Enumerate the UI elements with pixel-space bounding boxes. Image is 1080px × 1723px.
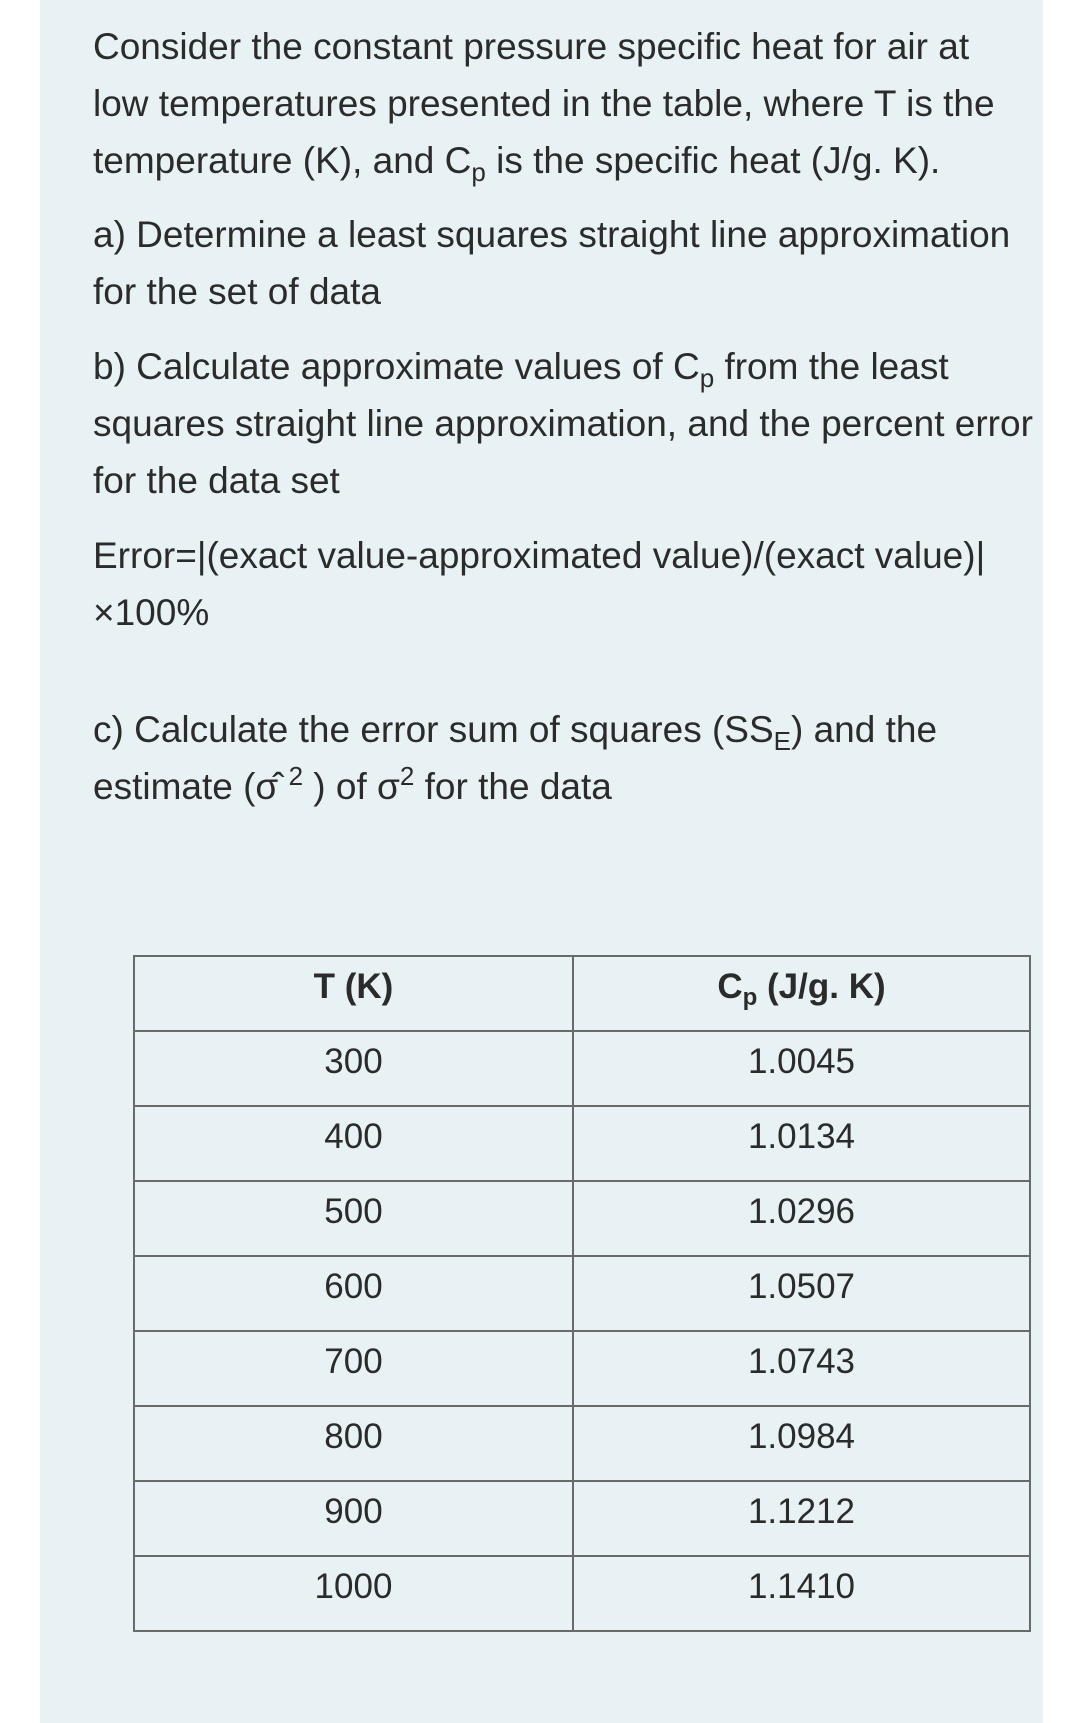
header-cp-subscript: p bbox=[742, 984, 758, 1011]
table-row bbox=[134, 1331, 1030, 1406]
table-row bbox=[134, 1556, 1030, 1631]
sse-subscript: E bbox=[773, 726, 791, 756]
cell-temperature: 500 bbox=[134, 1181, 573, 1256]
header-temperature: T (K) bbox=[134, 956, 573, 1031]
cell-specific-heat: 1.0743 bbox=[573, 1331, 1030, 1406]
part-c-text-4: for the data bbox=[414, 766, 612, 807]
cell-specific-heat: 1.0507 bbox=[573, 1256, 1030, 1331]
cell-temperature: 700 bbox=[134, 1331, 573, 1406]
header-cp-units: (J/g. K) bbox=[757, 967, 886, 1006]
cell-specific-heat: 1.1410 bbox=[573, 1556, 1030, 1631]
cell-temperature: 600 bbox=[134, 1256, 573, 1331]
table-row bbox=[134, 1256, 1030, 1331]
question-card bbox=[40, 0, 1043, 1723]
part-b-text-2: from the least squares straight line approximation, and the percent error for the data set bbox=[93, 346, 1033, 501]
cell-temperature: 300 bbox=[134, 1031, 573, 1106]
table-row bbox=[134, 1481, 1030, 1556]
table-row bbox=[134, 1106, 1030, 1181]
part-a-paragraph: a) Determine a least squares straight line approximation for the set of data bbox=[93, 214, 1011, 312]
table-row bbox=[134, 1406, 1030, 1481]
intro-text-2: is the specific heat (J/g. K). bbox=[485, 140, 941, 181]
intro-paragraph bbox=[93, 18, 1033, 189]
cell-specific-heat: 1.0134 bbox=[573, 1106, 1030, 1181]
part-c-text-3: ) of σ bbox=[303, 766, 400, 807]
table-header-row bbox=[134, 956, 1030, 1031]
part-c-text-2: ) and the estimate (σ̂ bbox=[93, 709, 938, 807]
sigma-superscript: 2 bbox=[399, 761, 415, 791]
table-row bbox=[134, 1181, 1030, 1256]
part-b-text-1: b) Calculate approximate values of C bbox=[93, 346, 700, 387]
cell-specific-heat: 1.0296 bbox=[573, 1181, 1030, 1256]
cell-specific-heat: 1.0984 bbox=[573, 1406, 1030, 1481]
table-row bbox=[134, 1031, 1030, 1106]
sigma-hat-superscript: 2 bbox=[288, 761, 304, 791]
part-b-cp-subscript: p bbox=[699, 363, 715, 393]
intro-text-1: Consider the constant pressure specific heat for air at low temperatures presented in the table, where T is the temperature (K), and C bbox=[93, 26, 995, 181]
part-b-paragraph bbox=[93, 338, 1033, 509]
header-specific-heat bbox=[573, 956, 1030, 1031]
part-c-text-1: c) Calculate the error sum of squares (SS bbox=[93, 709, 774, 750]
error-formula: Error=|(exact value-approximated value)/(exact value)|×100% bbox=[93, 535, 986, 633]
cell-temperature: 1000 bbox=[134, 1556, 573, 1631]
data-table bbox=[133, 955, 1031, 1632]
header-cp-letter: C bbox=[717, 967, 743, 1006]
cell-temperature: 400 bbox=[134, 1106, 573, 1181]
cell-temperature: 800 bbox=[134, 1406, 573, 1481]
intro-cp-subscript: p bbox=[471, 157, 486, 187]
part-c-paragraph bbox=[93, 701, 1033, 815]
cell-temperature: 900 bbox=[134, 1481, 573, 1556]
cell-specific-heat: 1.1212 bbox=[573, 1481, 1030, 1556]
question-text bbox=[93, 18, 1033, 815]
cell-specific-heat: 1.0045 bbox=[573, 1031, 1030, 1106]
